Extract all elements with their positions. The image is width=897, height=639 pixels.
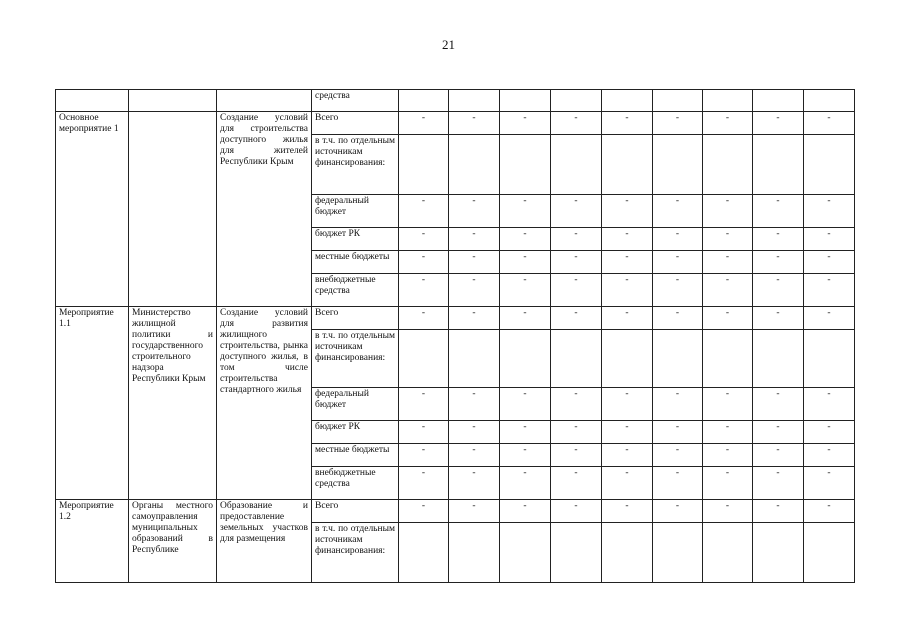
value-cell: - [703,444,753,467]
value-cell: - [449,112,500,135]
value-cell: - [399,274,449,307]
measure-name-cell: Основное мероприятие 1 [56,112,129,307]
value-cell: - [804,307,855,330]
value-cell: - [449,421,500,444]
measure-name-cell: Мероприятие 1.2 [56,500,129,583]
goal-cell: Создание условий для развития жилищного строительства, рынка доступного жилья, в том числе строительства стандартного жилья [217,307,312,500]
value-cell: - [753,195,804,228]
value-cell: - [602,195,653,228]
table-row [56,112,855,135]
value-cell: - [753,444,804,467]
source-by-sources: в т.ч. по отдельным источникам финансирования: [312,330,399,388]
value-cell: - [653,307,703,330]
value-cell: - [500,467,551,500]
source-cell: средства [312,90,399,112]
value-cell: - [551,228,602,251]
value-cell: - [653,444,703,467]
value-cell: - [399,307,449,330]
value-cell: - [602,421,653,444]
value-cell: - [602,467,653,500]
value-cell: - [653,421,703,444]
value-cell: - [399,500,449,523]
executor-cell [129,112,217,307]
goal-cell: Создание условий для строительства доступного жилья для жителей Республики Крым [217,112,312,307]
value-cell: - [449,500,500,523]
value-cell: - [602,112,653,135]
value-cell: - [602,274,653,307]
value-cell: - [449,228,500,251]
value-cell: - [399,195,449,228]
value-cell: - [602,307,653,330]
value-cell: - [602,500,653,523]
value-cell: - [399,388,449,421]
value-cell: - [500,112,551,135]
value-cell: - [602,228,653,251]
value-cell: - [551,112,602,135]
value-cell: - [804,500,855,523]
value-cell: - [399,444,449,467]
value-cell: - [551,251,602,274]
value-cell: - [500,444,551,467]
value-cell: - [703,112,753,135]
funding-table [55,89,855,583]
value-cell: - [602,251,653,274]
value-cell: - [500,228,551,251]
value-cell: - [399,251,449,274]
value-cell: - [804,251,855,274]
value-cell: - [500,500,551,523]
value-cell: - [753,112,804,135]
source-by-sources: в т.ч. по отдельным источникам финансирования: [312,523,399,583]
goal-cell: Образование и предоставление земельных участков для размещения [217,500,312,583]
goal-cell [217,90,312,112]
value-cell: - [399,467,449,500]
table-row [56,500,855,523]
value-cell: - [602,388,653,421]
value-cell: - [753,388,804,421]
value-cell: - [804,421,855,444]
value-cell: - [449,307,500,330]
value-cell: - [703,195,753,228]
source-total: Всего [312,500,399,523]
source-republic: бюджет РК [312,421,399,444]
value-cell: - [753,467,804,500]
value-cell: - [703,307,753,330]
source-local: местные бюджеты [312,251,399,274]
value-cell: - [753,500,804,523]
value-cell: - [551,421,602,444]
value-cell: - [703,421,753,444]
value-cell: - [500,274,551,307]
value-cell: - [804,444,855,467]
value-cell: - [703,274,753,307]
value-cell: - [703,388,753,421]
value-cell: - [804,388,855,421]
value-cell: - [804,274,855,307]
value-cell: - [653,228,703,251]
source-republic: бюджет РК [312,228,399,251]
value-cell: - [653,500,703,523]
value-cell: - [449,274,500,307]
value-cell: - [703,500,753,523]
source-federal: федеральный бюджет [312,388,399,421]
value-cell: - [551,195,602,228]
value-cell: - [753,307,804,330]
value-cell: - [551,500,602,523]
value-cell: - [500,421,551,444]
value-cell: - [653,112,703,135]
value-cell: - [449,388,500,421]
value-cell: - [551,467,602,500]
value-cell: - [449,444,500,467]
executor-cell: Органы местного самоуправления муниципальных образований в Республике [129,500,217,583]
source-federal: федеральный бюджет [312,195,399,228]
value-cell: - [753,274,804,307]
table-row [56,90,855,112]
value-cell: - [500,251,551,274]
value-cell: - [703,228,753,251]
value-cell: - [399,112,449,135]
value-cell: - [653,195,703,228]
value-cell: - [804,112,855,135]
value-cell: - [602,444,653,467]
value-cell: - [653,388,703,421]
value-cell: - [551,444,602,467]
value-cell: - [804,195,855,228]
value-cell: - [449,195,500,228]
value-cell: - [753,228,804,251]
value-cell: - [449,251,500,274]
value-cell: - [399,421,449,444]
value-cell: - [753,421,804,444]
value-cell: - [551,274,602,307]
value-cell: - [753,251,804,274]
value-cell: - [500,307,551,330]
value-cell: - [653,274,703,307]
page-number: 21 [442,37,455,52]
table-row [56,307,855,330]
value-cell: - [703,467,753,500]
value-cell: - [804,467,855,500]
executor-cell [129,90,217,112]
value-cell: - [653,467,703,500]
source-local: местные бюджеты [312,444,399,467]
value-cell: - [551,307,602,330]
value-cell: - [449,467,500,500]
source-total: Всего [312,112,399,135]
value-cell: - [399,228,449,251]
name-cell [56,90,129,112]
measure-name-cell: Мероприятие 1.1 [56,307,129,500]
source-extra: внебюджетные средства [312,467,399,500]
value-cell: - [551,388,602,421]
value-cell: - [703,251,753,274]
value-cell: - [500,388,551,421]
value-cell: - [804,228,855,251]
value-cell: - [500,195,551,228]
source-total: Всего [312,307,399,330]
source-by-sources: в т.ч. по отдельным источникам финансирования: [312,135,399,195]
source-extra: внебюджетные средства [312,274,399,307]
executor-cell: Министерство жилищной политики и государственного строительного надзора Республики Крым [129,307,217,500]
value-cell: - [653,251,703,274]
